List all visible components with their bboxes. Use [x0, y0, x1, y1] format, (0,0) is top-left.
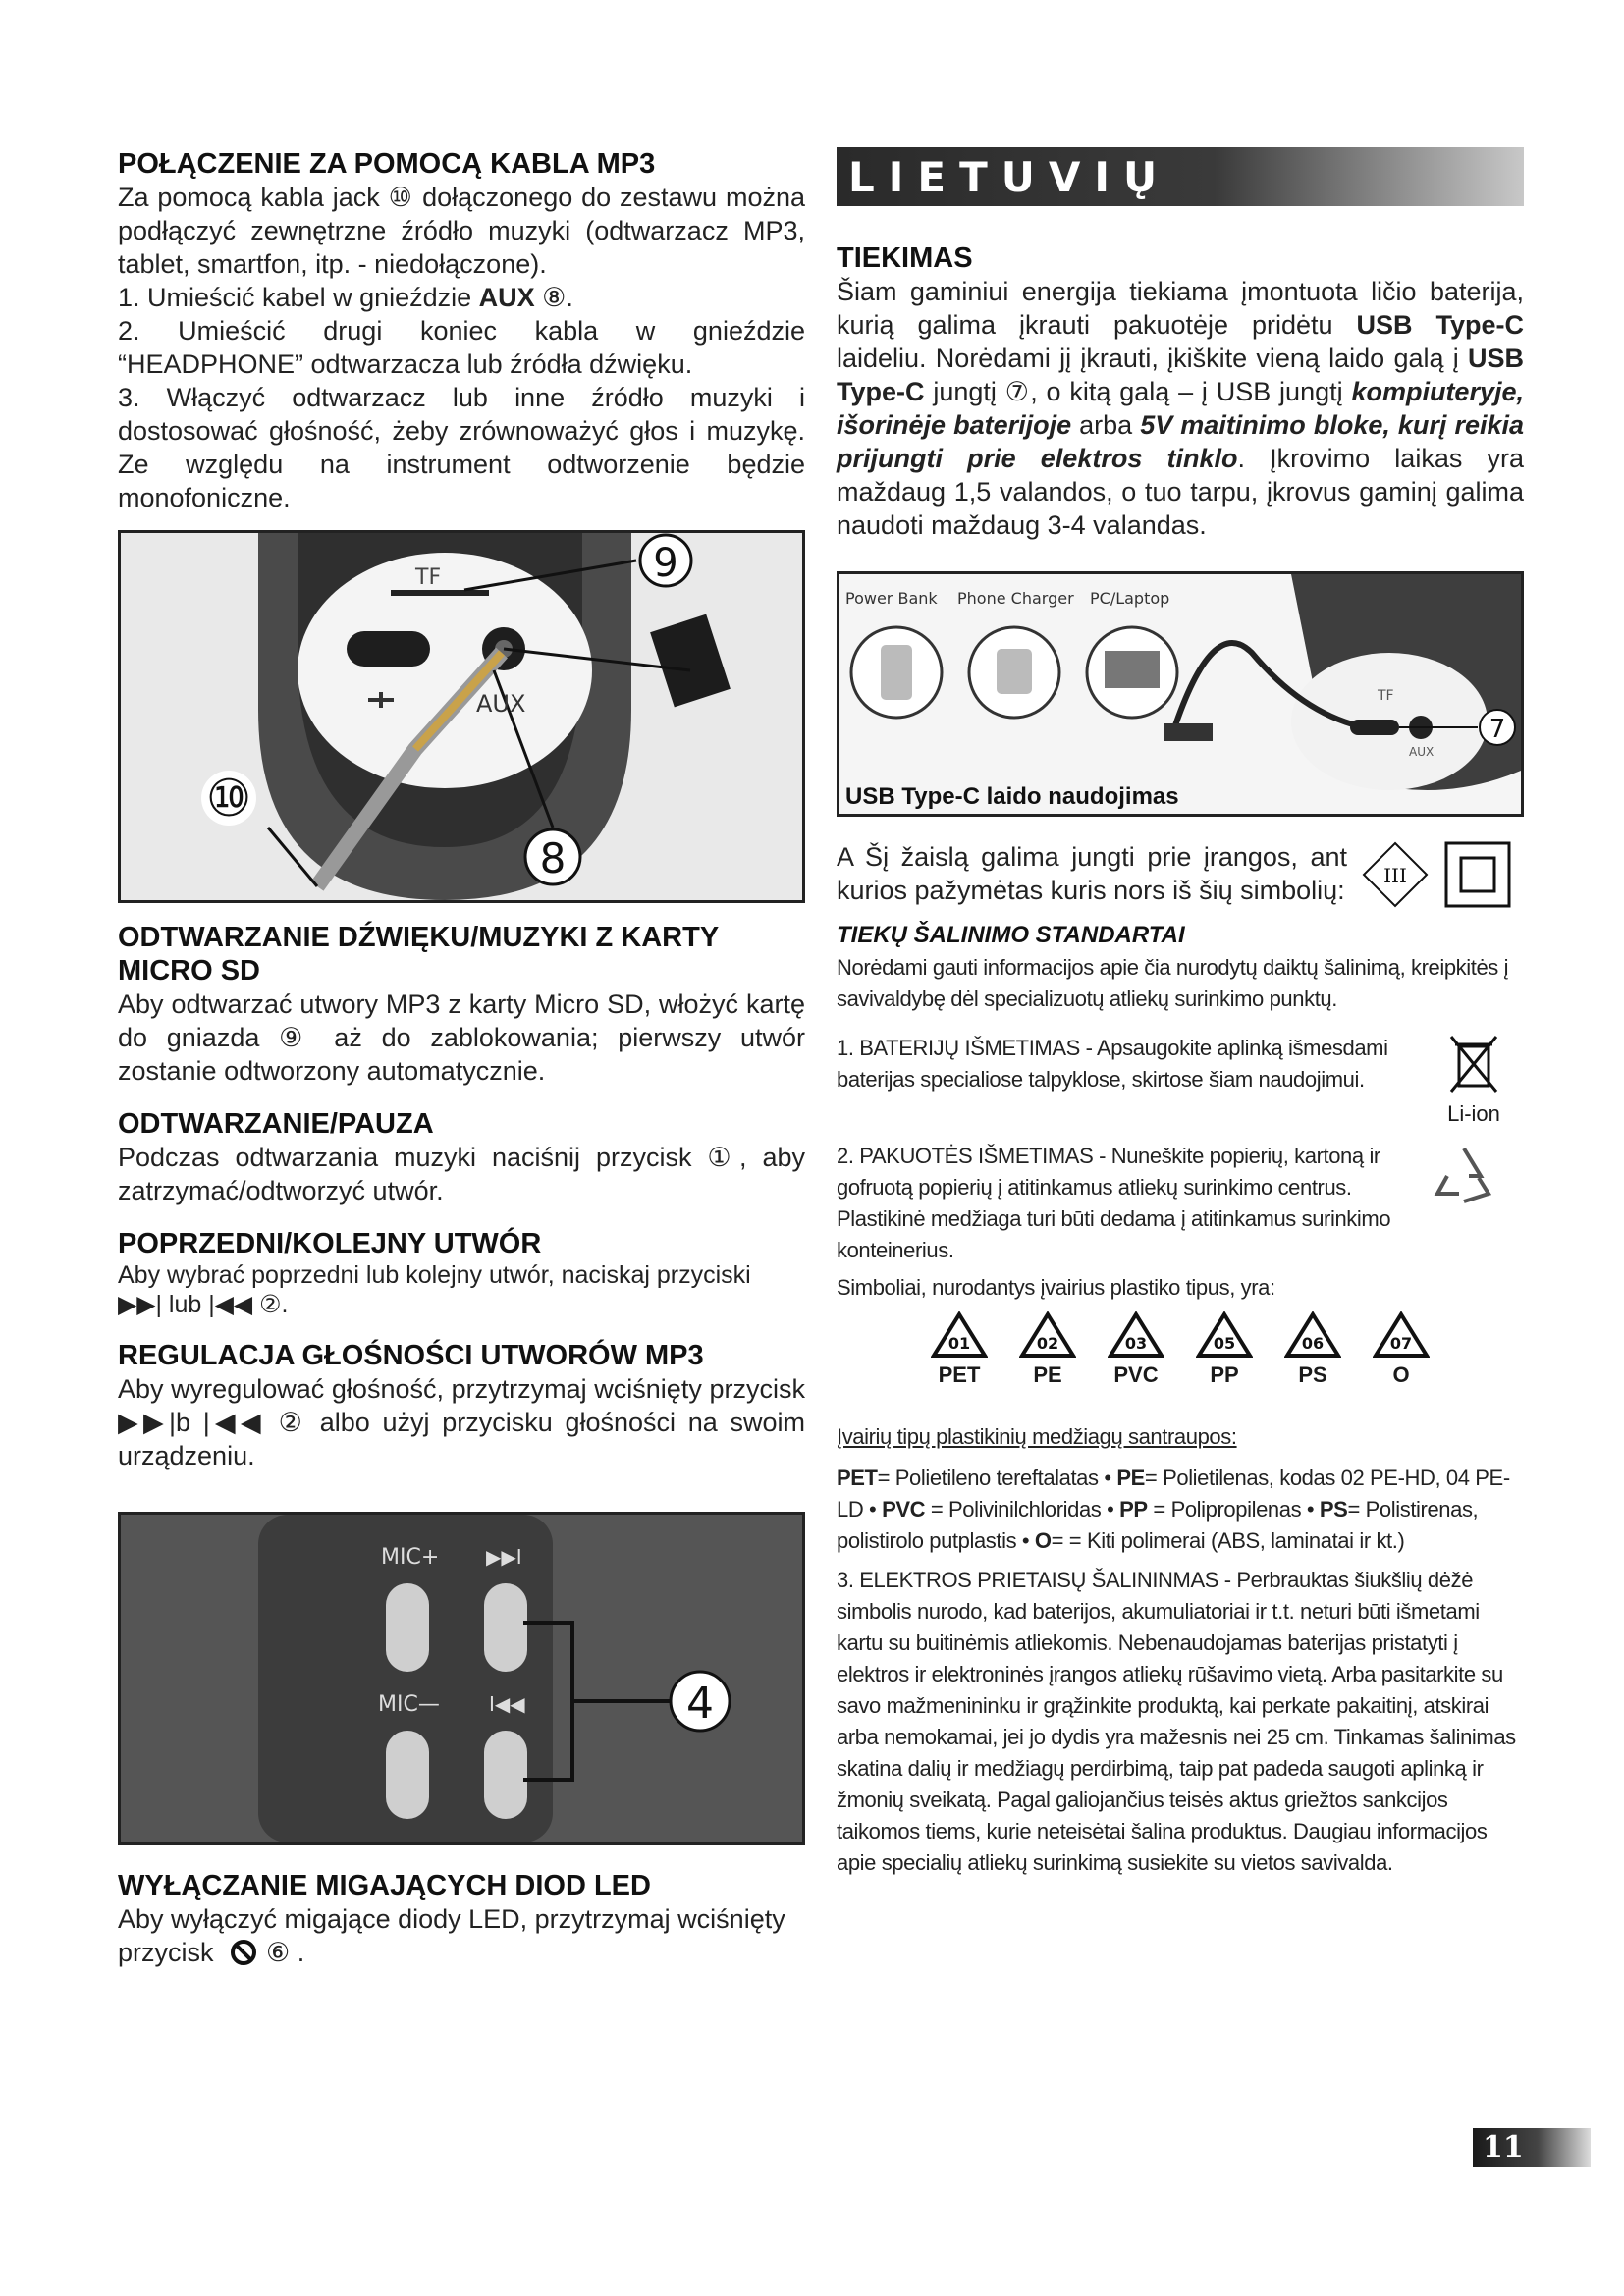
svg-text:03: 03 [1124, 1334, 1148, 1353]
packaging-disposal-row [837, 1141, 1524, 1266]
aux-jack-illustration [121, 533, 802, 900]
weee-row [837, 1565, 1524, 1879]
left-column [118, 147, 805, 1969]
li-ion-bin-block [1430, 1033, 1518, 1127]
battery-disposal-text: 1. BATERIJŲ IŠMETIMAS - Apsaugokite aplinką išmesdami baterijas specialiose talpyklose, skirtose šiam naudojimui. [837, 1036, 1388, 1092]
charging-illustration [839, 574, 1521, 814]
sd-card-text: Aby odtwarzać utwory MP3 z karty Micro SD, włożyć kartę do gniazda ⑨ aż do zablokowania; pierwszy utwór zostanie odtworzony automatycznie. [118, 989, 805, 1086]
svg-text:01: 01 [947, 1334, 971, 1353]
mp3-cable-intro: Za pomocą kabla jack ⑩ dołączonego do zestawu można podłączyć zewnętrzne źródło muzyki (odtwarzacz MP3, tablet, smartfon, itp. - niedołączone). [118, 183, 805, 279]
aux-jack-figure [118, 530, 805, 903]
crossed-bin-icon [1447, 1033, 1500, 1097]
weee-text: 3. ELEKTROS PRIETAISŲ ŠALININMAS - Perbrauktas šiukšlių dėžė simbolis nurodo, kad baterijos, akumuliatoriai ir t.t. neturi būti išmetami kartu su buitinėmis atliekomis. Nebenaudojamas baterijas pristatyti į elektros ir elektroninės įrangos atliekų rūšavimo vietą. Arba pasitarkite su savo mažmenininku ir grąžinkite produktą, kai perkate pakaitinį, atskirai arba nemokamai, jei jo dydis yra mažesnis nei 25 cm. Tinkamas šalinimas skatina dalių ir medžiagų perdirbimą, taip pat padeda saugoti aplinką ir žmonių sveikatą. Pagal galiojančius teisės aktus griežtos sankcijos taikomos tiems, kurie neteisėtai šalina produktus. Daugiau informacijos apie specialių atliekų surinkimą susiekite su vietos savivalda. [837, 1568, 1516, 1875]
callout-9: 9 [653, 541, 678, 586]
buttons-illustration [121, 1515, 802, 1842]
prev-label: I◀◀ [489, 1692, 525, 1716]
next-button [484, 1583, 527, 1672]
battery-disposal-row [837, 1033, 1524, 1127]
plastic-code-pe: 02 PE [1013, 1311, 1082, 1388]
callout-7: 7 [1489, 715, 1506, 744]
next-label: ▶▶I [486, 1545, 522, 1569]
prev-next-text: Aby wybrać poprzedni lub kolejny utwór, naciskaj przyciski ▶▶| lub |◀◀ ②. [118, 1261, 751, 1318]
disposal-heading: TIEKŲ ŠALINIMO STANDARTAI [837, 922, 1185, 948]
supply-heading: TIEKIMAS [837, 242, 973, 274]
abbr-list: PET= Polietileno tereftalatas • PE= Polietilenas, kodas 02 PE-HD, 04 PE-LD • PVC = Polivinilchloridas • PP = Polipropilenas • PS= Polistirenas, polistirolo putplastis • O= = Kiti polimerai (ABS, laminatai ir kt.) [837, 1466, 1510, 1553]
supply-text: Šiam gaminiui energija tiekiama įmontuota ličio baterija, kurią galima įkrauti pakuotėje pridėtu USB Type-C laideliu. Norėdami jį įkrauti, įkiškite vieną laido galą į USB Type-C jungtį ⑦, o kitą galą – į USB jungtį kompiuteryje, išorinėje baterijoje arba 5V maitinimo bloke, kurį reikia prijungti prie elektros tinklo. Įkrovimo laikas yra maždaug 1,5 valandos, o tuo tarpu, įkrovus gaminį galima naudoti maždaug 3-4 valandas. [837, 277, 1524, 540]
recycle-triangle-icon [1019, 1311, 1076, 1359]
language-banner: LIETUVIŲ [837, 147, 1524, 206]
callout-8: 8 [539, 834, 567, 882]
li-ion-label: Li-ion [1447, 1101, 1500, 1126]
class-symbols-row [837, 840, 1524, 909]
page-number: 11 [1473, 2128, 1591, 2167]
pc-laptop-label: PC/Laptop [1090, 589, 1170, 608]
charging-caption: USB Type-C laido naudojimas [845, 783, 1179, 810]
recycle-icon [1430, 1141, 1498, 1209]
led-off-icon [229, 1938, 258, 1967]
mic-plus-label: MIC+ [381, 1545, 440, 1570]
recycle-triangle-icon [1196, 1311, 1253, 1359]
plastic-code-pet: 01 PET [925, 1311, 994, 1388]
class-ii-icon [1443, 840, 1512, 909]
led-off-heading: WYŁĄCZANIE MIGAJĄCYCH DIOD LED [118, 1870, 651, 1901]
tf-label: TF [415, 565, 442, 590]
usb-c-port [347, 631, 430, 667]
prev-button [484, 1731, 527, 1819]
recycle-triangle-icon [1284, 1311, 1341, 1359]
sd-card-heading: ODTWARZANIE DŹWIĘKU/MUZYKI Z KARTY MICRO SD [118, 922, 719, 987]
svg-text:07: 07 [1389, 1334, 1413, 1353]
svg-text:III: III [1383, 864, 1407, 887]
right-column [837, 147, 1524, 1879]
mp3-cable-step2: 2. Umieścić drugi koniec kabla w gnieździe “HEADPHONE” odtwarzacza lub źródła dźwięku. [118, 316, 805, 379]
recycle-triangle-icon [1373, 1311, 1430, 1359]
mic-minus-button [386, 1731, 429, 1819]
aux-label: AUX [1409, 745, 1435, 759]
recycle-triangle-icon [931, 1311, 988, 1359]
callout-10: ⑩ [205, 770, 252, 828]
plastic-code-ps: 06 PS [1278, 1311, 1347, 1388]
mp3-cable-step1: 1. Umieścić kabel w gnieździe AUX ⑧. [118, 283, 573, 312]
abbr-title: Įvairių tipų plastikinių medžiagų santraupos: [837, 1424, 1237, 1449]
buttons-figure [118, 1512, 805, 1845]
mic-plus-button [386, 1583, 429, 1672]
plastic-code-pp: 05 PP [1190, 1311, 1259, 1388]
led-off-text: Aby wyłączyć migające diody LED, przytrzymaj wciśnięty przycisk ⑥ . [118, 1904, 785, 1967]
mp3-cable-heading: POŁĄCZENIE ZA POMOCĄ KABLA MP3 [118, 148, 656, 180]
volume-heading: REGULACJA GŁOŚNOŚCI UTWORÓW MP3 [118, 1340, 704, 1371]
recycle-triangle-icon [1108, 1311, 1164, 1359]
disposal-intro: Norėdami gauti informacijos apie čia nurodytų daiktų šalinimą, kreipkitės į savivaldybę dėl specializuotų atliekų surinkimo punktų. [837, 955, 1509, 1011]
phone-charger-label: Phone Charger [957, 589, 1074, 608]
plastic-code-o: 07 O [1367, 1311, 1435, 1388]
svg-text:05: 05 [1213, 1334, 1236, 1353]
callout-4: 4 [686, 1679, 714, 1729]
class-iii-icon [1361, 840, 1430, 909]
svg-text:06: 06 [1301, 1334, 1325, 1353]
tf-label: TF [1378, 688, 1394, 704]
aux-label: AUX [476, 690, 526, 718]
power-bank-label: Power Bank [845, 589, 938, 608]
class-symbols-text: A Šį žaislą galima jungti prie įrangos, ant kurios pažymėtas kuris nors iš šių simbolių: [837, 842, 1347, 905]
plastic-codes [837, 1311, 1524, 1388]
plastic-types-intro: Simboliai, nurodantys įvairius plastiko tipus, yra: [837, 1275, 1275, 1300]
packaging-disposal-text: 2. PAKUOTĖS IŠMETIMAS - Nuneškite popierių, kartoną ir gofruotą popierių į atitinkamus atliekų surinkimo centrus. Plastikinė medžiaga turi būti dedama į atitinkamus surinkimo konteinerius. [837, 1144, 1391, 1262]
volume-text: Aby wyregulować głośność, przytrzymaj wciśnięty przycisk ▶▶|b |◀◀ ② albo użyj przycisku głośności na swoim urządzeniu. [118, 1374, 805, 1470]
mic-minus-label: MIC— [378, 1692, 440, 1717]
svg-text:02: 02 [1036, 1334, 1059, 1353]
plastic-code-pvc: 03 PVC [1102, 1311, 1170, 1388]
mp3-cable-step3: 3. Włączyć odtwarzacz lub inne źródło muzyki i dostosować głośność, żeby zrównoważyć głos i muzykę. Ze względu na instrument odtworzenie będzie monofoniczne. [118, 383, 805, 512]
play-pause-text: Podczas odtwarzania muzyki naciśnij przycisk ①, aby zatrzymać/odtworzyć utwór. [118, 1143, 805, 1205]
play-pause-heading: ODTWARZANIE/PAUZA [118, 1108, 434, 1140]
charging-figure [837, 571, 1524, 817]
device-bottom-cap [298, 553, 592, 788]
prev-next-heading: POPRZEDNI/KOLEJNY UTWÓR [118, 1228, 542, 1259]
